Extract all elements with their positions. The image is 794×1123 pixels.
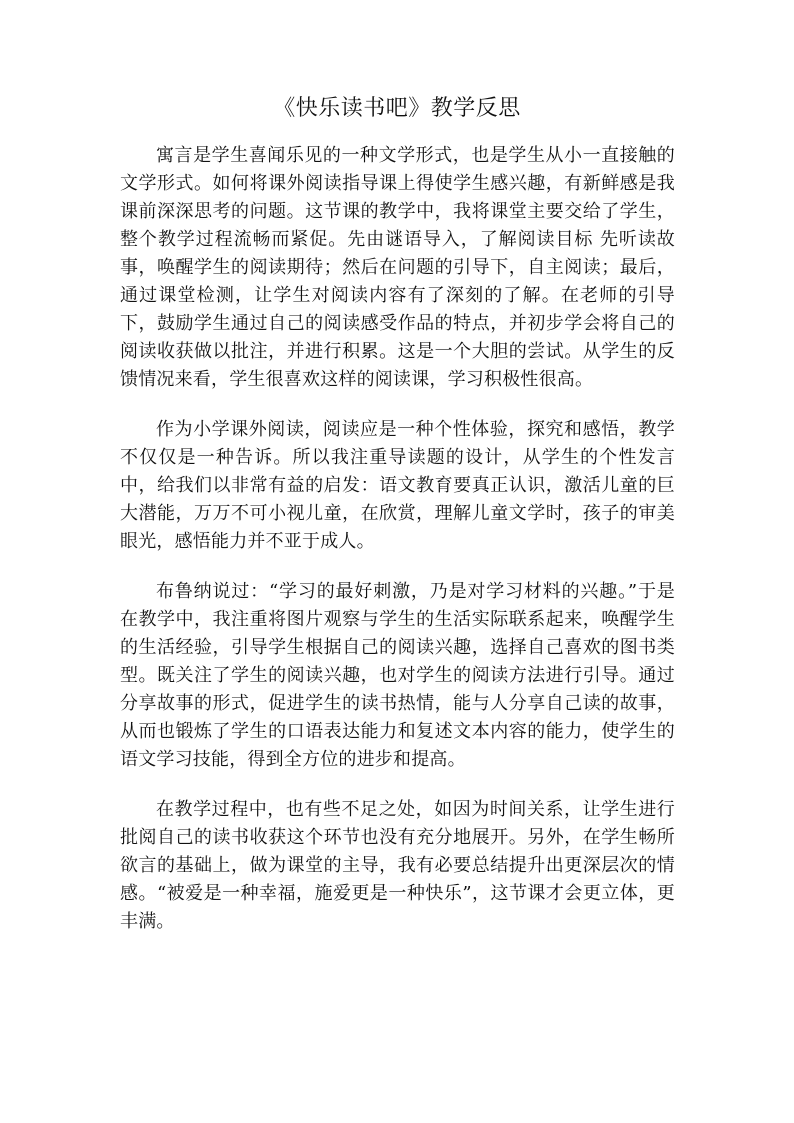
paragraph-4: 在教学过程中，也有些不足之处，如因为时间关系，让学生进行批阅自己的读书收获这个环节也没有充分地展开。另外，在学生畅所欲言的基础上，做为课堂的主导，我有必要总结提升出更深层次的情感。“被爱是一种幸福，施爱更是一种快乐”，这节课才会更立体，更丰满。 [120, 799, 675, 932]
paragraph-1: 寓言是学生喜闻乐见的一种文学形式，也是学生从小一直接触的文学形式。如何将课外阅读指导课上得使学生感兴趣，有新鲜感是我课前深深思考的问题。这节课的教学中，我将课堂主要交给了学生，整个教学过程流畅而紧促。先由谜语导入，了解阅读目标 先听读故事，唤醒学生的阅读期待；然后在问题的引导下，自主阅读；最后，通过课堂检测，让学生对阅读内容有了深刻的了解。在老师的引导下，鼓励学生通过自己的阅读感受作品的特点，并初步学会将自己的阅读收获做以批注，并进行积累。这是一个大胆的尝试。从学生的反馈情况来看，学生很喜欢这样的阅读课，学习积极性很高。 [120, 145, 675, 390]
document-body [120, 142, 675, 958]
paragraph-2: 作为小学课外阅读，阅读应是一种个性体验，探究和感悟，教学不仅仅是一种告诉。所以我注重导读题的设计，从学生的个性发言中，给我们以非常有益的启发：语文教育要真正认识，激活儿童的巨大潜能，万万不可小视儿童，在欣赏，理解儿童文学时，孩子的审美眼光，感悟能力并不亚于成人。 [120, 419, 675, 552]
document-title: 《快乐读书吧》教学反思 [273, 96, 521, 121]
paragraph-3: 布鲁纳说过：“学习的最好刺激，乃是对学习材料的兴趣。”于是在教学中，我注重将图片观察与学生的生活实际联系起来，唤醒学生的生活经验，引导学生根据自己的阅读兴趣，选择自己喜欢的图书类型。既关注了学生的阅读兴趣，也对学生的阅读方法进行引导。通过分享故事的形式，促进学生的读书热情，能与人分享自己读的故事，从而也锻炼了学生的口语表达能力和复述文本内容的能力，使学生的语文学习技能，得到全方位的进步和提高。 [120, 581, 675, 770]
